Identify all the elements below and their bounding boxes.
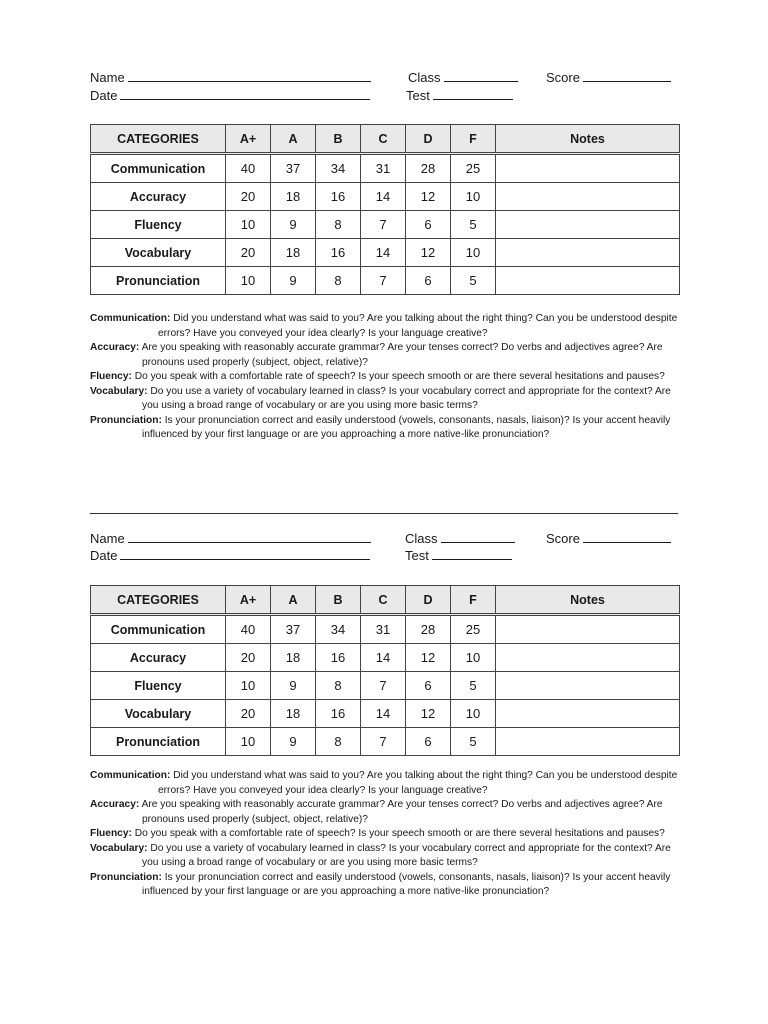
test-label: Test (406, 88, 430, 103)
criteria-descriptions (90, 769, 678, 900)
score-cell: 10 (451, 239, 496, 267)
test-line (433, 88, 513, 100)
name-line (128, 70, 371, 82)
score-field[interactable] (546, 70, 671, 85)
description-item (90, 798, 678, 827)
student-info-header (90, 70, 678, 110)
description-text: Is your pronunciation correct and easily understood (vowels, consonants, nasals, liaison)? Is your accent heavily influenced by your first language or are you approaching a more native-like pronunciation? (142, 414, 671, 440)
score-cell: 7 (361, 211, 406, 239)
score-cell: 10 (226, 728, 271, 756)
table-row (91, 183, 680, 211)
score-cell: 16 (316, 183, 361, 211)
test-label: Test (405, 548, 429, 563)
category-cell: Vocabulary (91, 700, 226, 728)
table-row (91, 615, 680, 644)
description-label: Vocabulary: (90, 385, 148, 397)
notes-cell[interactable] (496, 728, 680, 756)
name-field[interactable] (90, 531, 371, 546)
score-cell: 20 (226, 644, 271, 672)
column-header: C (361, 125, 406, 154)
score-cell: 20 (226, 239, 271, 267)
description-text: Are you speaking with reasonably accurate grammar? Are your tenses correct? Do verbs and adjectives agree? Are pronouns used properly (subject, object, relative)? (141, 342, 663, 368)
column-header: F (451, 586, 496, 615)
description-label: Pronunciation: (90, 871, 162, 883)
student-info-header (90, 531, 678, 571)
section-divider (90, 513, 678, 514)
score-cell: 16 (316, 239, 361, 267)
name-label: Name (90, 70, 125, 85)
score-cell: 8 (316, 211, 361, 239)
score-cell: 40 (226, 154, 271, 183)
column-header: A (271, 125, 316, 154)
category-cell: Fluency (91, 211, 226, 239)
score-cell: 25 (451, 154, 496, 183)
description-item (90, 370, 678, 385)
name-line (128, 531, 371, 543)
table-header-row (91, 586, 680, 615)
score-cell: 16 (316, 700, 361, 728)
score-cell: 40 (226, 615, 271, 644)
score-cell: 12 (406, 644, 451, 672)
name-label: Name (90, 531, 125, 546)
score-cell: 5 (451, 211, 496, 239)
score-cell: 28 (406, 154, 451, 183)
date-label: Date (90, 548, 118, 563)
notes-cell[interactable] (496, 239, 680, 267)
column-header: A (271, 586, 316, 615)
column-header: C (361, 586, 406, 615)
description-text: Did you understand what was said to you? Are you talking about the right thing? Can you be understood despite errors? Have you conveyed your idea clearly? Is your language creative? (158, 313, 678, 339)
score-cell: 14 (361, 644, 406, 672)
score-cell: 14 (361, 183, 406, 211)
class-line (441, 531, 515, 543)
description-text: Do you use a variety of vocabulary learned in class? Is your vocabulary correct and appropriate for the context? Are you using a broad range of vocabulary or are you using more basic terms? (142, 842, 671, 868)
description-text: Do you speak with a comfortable rate of speech? Is your speech smooth or are there several hesitations and pauses? (134, 371, 665, 382)
score-cell: 31 (361, 615, 406, 644)
notes-cell[interactable] (496, 211, 680, 239)
score-cell: 14 (361, 700, 406, 728)
test-line (432, 548, 512, 560)
score-field[interactable] (546, 531, 671, 546)
table-row (91, 267, 680, 295)
score-cell: 18 (271, 644, 316, 672)
score-cell: 18 (271, 700, 316, 728)
date-field[interactable] (90, 548, 370, 563)
test-field[interactable] (405, 548, 512, 563)
description-label: Pronunciation: (90, 414, 162, 426)
table-row (91, 239, 680, 267)
column-header: D (406, 125, 451, 154)
rubric-form-1 (90, 70, 678, 440)
score-cell: 37 (271, 615, 316, 644)
score-cell: 12 (406, 700, 451, 728)
name-field[interactable] (90, 70, 371, 85)
description-item (90, 769, 678, 798)
score-cell: 10 (451, 700, 496, 728)
date-line (120, 88, 370, 100)
column-header: Notes (496, 125, 680, 154)
score-cell: 16 (316, 644, 361, 672)
score-cell: 10 (451, 183, 496, 211)
category-cell: Communication (91, 154, 226, 183)
table-row (91, 728, 680, 756)
score-cell: 34 (316, 615, 361, 644)
score-line (583, 70, 671, 82)
category-cell: Accuracy (91, 644, 226, 672)
description-item (90, 842, 678, 871)
score-cell: 37 (271, 154, 316, 183)
score-cell: 9 (271, 728, 316, 756)
score-label: Score (546, 70, 580, 85)
column-header: A+ (226, 125, 271, 154)
score-cell: 5 (451, 267, 496, 295)
rubric-form-2 (90, 531, 678, 897)
score-label: Score (546, 531, 580, 546)
score-cell: 9 (271, 211, 316, 239)
table-header-row (91, 125, 680, 154)
score-cell: 18 (271, 239, 316, 267)
score-cell: 5 (451, 672, 496, 700)
column-header: D (406, 586, 451, 615)
score-cell: 20 (226, 183, 271, 211)
description-item (90, 414, 678, 443)
column-header: CATEGORIES (91, 125, 226, 154)
date-line (120, 548, 370, 560)
category-cell: Fluency (91, 672, 226, 700)
score-cell: 31 (361, 154, 406, 183)
column-header: A+ (226, 586, 271, 615)
description-item (90, 827, 678, 842)
category-cell: Accuracy (91, 183, 226, 211)
score-cell: 8 (316, 728, 361, 756)
class-line (444, 70, 518, 82)
description-label: Communication: (90, 770, 171, 781)
table-row (91, 211, 680, 239)
date-field[interactable] (90, 88, 370, 103)
score-cell: 34 (316, 154, 361, 183)
score-cell: 6 (406, 211, 451, 239)
rubric-table (90, 124, 680, 295)
category-cell: Communication (91, 615, 226, 644)
description-item (90, 385, 678, 414)
description-label: Accuracy: (90, 799, 140, 810)
description-label: Fluency: (90, 371, 132, 382)
column-header: B (316, 586, 361, 615)
score-cell: 12 (406, 183, 451, 211)
description-label: Communication: (90, 313, 171, 324)
category-cell: Vocabulary (91, 239, 226, 267)
score-cell: 7 (361, 267, 406, 295)
notes-cell[interactable] (496, 154, 680, 183)
class-label: Class (405, 531, 438, 546)
description-text: Do you use a variety of vocabulary learned in class? Is your vocabulary correct and appropriate for the context? Are you using a broad range of vocabulary or are you using more basic terms? (142, 385, 671, 411)
description-text: Did you understand what was said to you? Are you talking about the right thing? Can you be understood despite errors? Have you conveyed your idea clearly? Is your language creative? (158, 770, 678, 796)
score-cell: 7 (361, 728, 406, 756)
description-item (90, 871, 678, 900)
column-header: CATEGORIES (91, 586, 226, 615)
notes-cell[interactable] (496, 615, 680, 644)
description-label: Vocabulary: (90, 842, 148, 854)
notes-cell[interactable] (496, 700, 680, 728)
description-text: Is your pronunciation correct and easily understood (vowels, consonants, nasals, liaison)? Is your accent heavily influenced by your first language or are you approaching a more native-like pronunciation? (142, 871, 671, 897)
column-header: F (451, 125, 496, 154)
score-cell: 8 (316, 267, 361, 295)
score-cell: 10 (226, 211, 271, 239)
rubric-table (90, 585, 680, 756)
description-label: Accuracy: (90, 342, 140, 353)
score-cell: 28 (406, 615, 451, 644)
notes-cell[interactable] (496, 672, 680, 700)
score-cell: 12 (406, 239, 451, 267)
class-field[interactable] (408, 70, 518, 85)
description-item (90, 312, 678, 341)
score-cell: 20 (226, 700, 271, 728)
criteria-descriptions (90, 312, 678, 443)
score-cell: 6 (406, 267, 451, 295)
score-cell: 8 (316, 672, 361, 700)
score-cell: 10 (451, 644, 496, 672)
description-text: Do you speak with a comfortable rate of speech? Is your speech smooth or are there several hesitations and pauses? (134, 828, 665, 839)
category-cell: Pronunciation (91, 267, 226, 295)
score-cell: 10 (226, 672, 271, 700)
score-cell: 6 (406, 728, 451, 756)
description-text: Are you speaking with reasonably accurate grammar? Are your tenses correct? Do verbs and adjectives agree? Are pronouns used properly (subject, object, relative)? (141, 799, 663, 825)
score-cell: 10 (226, 267, 271, 295)
notes-cell[interactable] (496, 183, 680, 211)
score-cell: 25 (451, 615, 496, 644)
score-cell: 6 (406, 672, 451, 700)
notes-cell[interactable] (496, 644, 680, 672)
description-item (90, 341, 678, 370)
column-header: B (316, 125, 361, 154)
score-cell: 14 (361, 239, 406, 267)
notes-cell[interactable] (496, 267, 680, 295)
category-cell: Pronunciation (91, 728, 226, 756)
description-label: Fluency: (90, 828, 132, 839)
score-cell: 18 (271, 183, 316, 211)
class-label: Class (408, 70, 441, 85)
date-label: Date (90, 88, 118, 103)
table-row (91, 672, 680, 700)
test-field[interactable] (406, 88, 513, 103)
column-header: Notes (496, 586, 680, 615)
score-line (583, 531, 671, 543)
score-cell: 5 (451, 728, 496, 756)
table-row (91, 154, 680, 183)
score-cell: 9 (271, 267, 316, 295)
table-row (91, 700, 680, 728)
table-row (91, 644, 680, 672)
score-cell: 9 (271, 672, 316, 700)
class-field[interactable] (405, 531, 515, 546)
score-cell: 7 (361, 672, 406, 700)
